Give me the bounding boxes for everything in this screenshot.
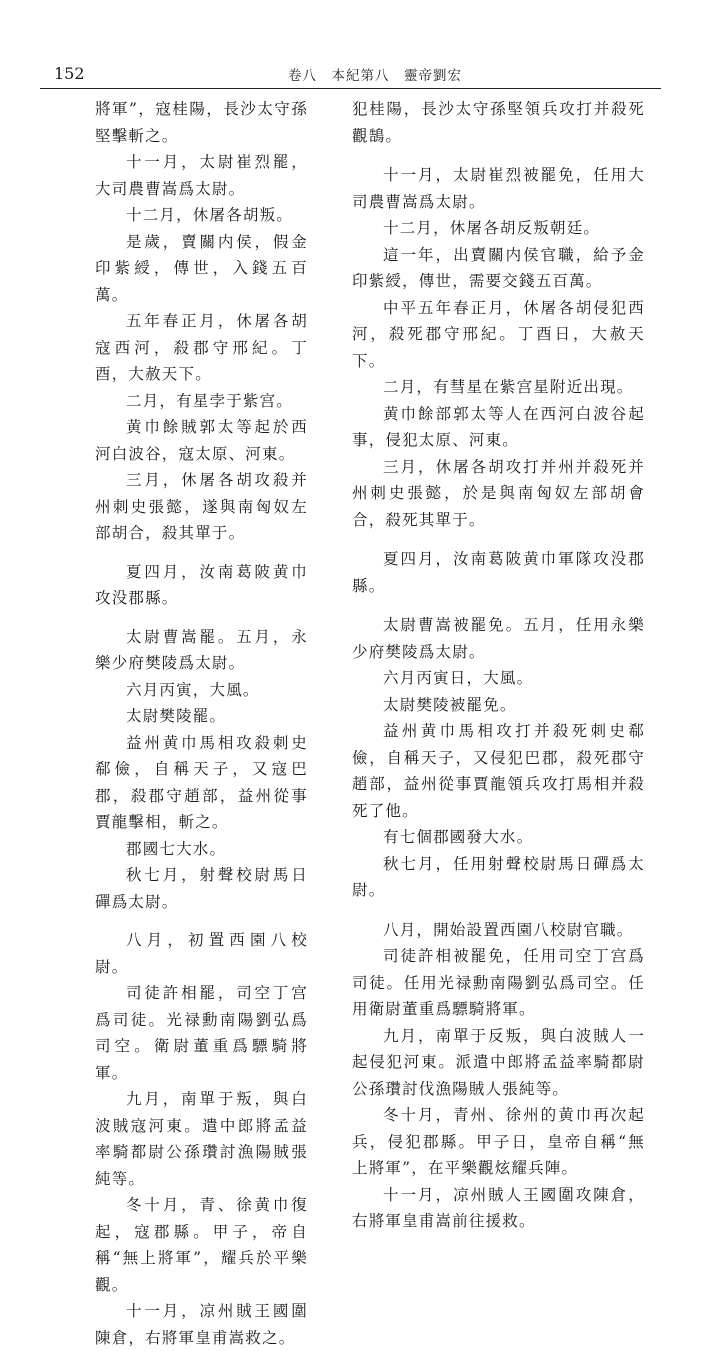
right-paragraph: 有七個郡國發大水。	[383, 828, 534, 846]
running-title: 卷八 本紀第八 靈帝劉宏	[288, 68, 462, 84]
left-paragraph: 六月丙寅，大風。	[126, 680, 260, 699]
left-paragraph: 是歲，賣關内侯，假金印紫綬，傳世，入錢五百萬。	[95, 232, 308, 304]
right-paragraph: 八月，開始設置西園八校尉官職。	[383, 920, 634, 939]
right-paragraph: 十一月，凉州賊人王國圍攻陳倉，右將軍皇甫嵩前往援救。	[352, 1185, 645, 1230]
right-paragraph: 太尉樊陵被罷免。	[383, 695, 517, 714]
left-paragraph: 秋七月，射聲校尉馬日磾爲太尉。	[95, 866, 308, 911]
page-header	[40, 58, 661, 88]
left-paragraph: 將軍”，寇桂陽，長沙太守孫堅擊斬之。	[95, 100, 308, 145]
left-paragraph: 八月，初置西園八校尉。	[95, 931, 308, 976]
left-paragraph: 冬十月，青、徐黄巾復起，寇郡縣。甲子，帝自稱“無上將軍”，耀兵於平樂觀。	[95, 1196, 308, 1294]
left-paragraph: 九月，南單于叛，與白波賊寇河東。遣中郎將孟益率騎都尉公孫瓚討漁陽賊張純等。	[95, 1090, 308, 1188]
right-paragraph: 六月丙寅日，大風。	[383, 669, 534, 687]
left-paragraph: 益州黄巾馬相攻殺刺史郗儉，自稱天子，又寇巴郡，殺郡守趙部，益州從事賈龍擊相，斬之。	[95, 733, 308, 831]
right-paragraph: 這一年，出賣關内侯官職，給予金印紫綬，傳世，需要交錢五百萬。	[352, 245, 645, 290]
right-paragraph: 中平五年春正月，休屠各胡侵犯西河，殺死郡守邢紀。丁酉日，大赦天下。	[352, 298, 645, 370]
right-paragraph: 犯桂陽，長沙太守孫堅領兵攻打并殺死觀鵠。	[352, 100, 645, 145]
left-paragraph: 夏四月，汝南葛陂黄巾攻没郡縣。	[95, 562, 308, 607]
header-rule	[40, 88, 661, 89]
left-paragraph: 十一月，凉州賊王國圍陳倉，右將軍皇甫嵩救之。	[95, 1302, 308, 1347]
right-paragraph: 秋七月，任用射聲校尉馬日磾爲太尉。	[352, 854, 645, 899]
left-paragraph: 太尉樊陵罷。	[126, 707, 227, 725]
left-paragraph: 十二月，休屠各胡叛。	[126, 206, 294, 224]
left-paragraph: 十一月，太尉崔烈罷，大司農曹嵩爲太尉。	[95, 153, 308, 198]
page-number: 152	[54, 64, 85, 83]
left-paragraph: 二月，有星孛于紫宫。	[126, 391, 294, 410]
right-paragraph: 二月，有彗星在紫宫星附近出現。	[383, 378, 634, 396]
left-paragraph: 黄巾餘賊郭太等起於西河白波谷，寇太原、河東。	[95, 418, 308, 463]
right-paragraph: 黄巾餘部郭太等人在西河白波谷起事，侵犯太原、河東。	[352, 404, 645, 449]
right-paragraph: 十二月，休屠各胡反叛朝廷。	[383, 219, 601, 237]
right-paragraph: 益州黄巾馬相攻打并殺死刺史郗儉，自稱天子，又侵犯巴郡，殺死郡守趙部，益州從事賈龍領兵攻打馬相并殺死了他。	[352, 722, 645, 820]
right-paragraph: 十一月，太尉崔烈被罷免，任用大司農曹嵩爲太尉。	[352, 166, 645, 211]
left-paragraph: 五年春正月，休屠各胡寇西河，殺郡守邢紀。丁酉，大赦天下。	[95, 312, 308, 383]
right-paragraph: 太尉曹嵩被罷免。五月，任用永樂少府樊陵爲太尉。	[352, 616, 645, 661]
right-paragraph: 九月，南單于反叛，與白波賊人一起侵犯河東。派遣中郎將孟益率騎都尉公孫瓚討伐漁陽賊人張純等。	[352, 1026, 645, 1098]
right-paragraph: 司徒許相被罷免，任用司空丁宫爲司徒。任用光禄勳南陽劉弘爲司空。任用衛尉董重爲驃騎將軍。	[352, 947, 645, 1018]
right-paragraph: 三月，休屠各胡攻打并州并殺死并州刺史張懿，於是與南匈奴左部胡會合，殺死其單于。	[352, 457, 645, 529]
right-paragraph: 冬十月，青州、徐州的黄巾再次起兵，侵犯郡縣。甲子日，皇帝自稱“無上將軍”，在平樂觀炫耀兵陣。	[352, 1106, 645, 1177]
left-paragraph: 太尉曹嵩罷。五月，永樂少府樊陵爲太尉。	[95, 627, 308, 672]
right-paragraph: 夏四月，汝南葛陂黄巾軍隊攻没郡縣。	[352, 550, 645, 595]
left-paragraph: 郡國七大水。	[126, 839, 227, 858]
translation-text-column	[352, 96, 645, 1230]
left-paragraph: 司徒許相罷，司空丁宫爲司徒。光禄勳南陽劉弘爲司空。衛尉董重爲驃騎將軍。	[95, 984, 308, 1082]
left-paragraph: 三月，休屠各胡攻殺并州刺史張懿，遂與南匈奴左部胡合，殺其單于。	[95, 471, 308, 542]
classical-text-column	[95, 96, 308, 1347]
